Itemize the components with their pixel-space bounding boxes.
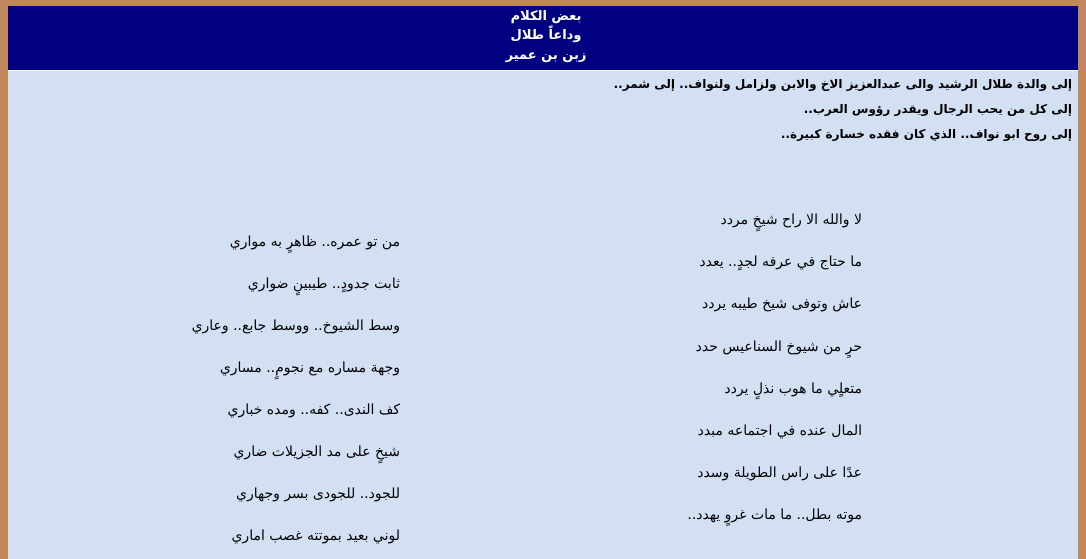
- verse-left: ثابت جدودٍ.. طيبينٍ ضواري: [247, 276, 400, 292]
- verse-right: موته بطل.. ما مات غروٍ يهدد..: [687, 507, 862, 523]
- verse-left: من تو عمره.. ظاهرٍ به مواري: [229, 234, 400, 250]
- poem-title: وداعاً طلال: [510, 28, 582, 43]
- verse-right: عاش وتوفى شيخ طيبه يردد: [702, 296, 862, 312]
- verse-right: المال عنده في اجتماعه مبدد: [697, 423, 862, 439]
- verse-left: وجهة مساره مع نجومٍ.. مساري: [219, 360, 400, 376]
- title-banner: [8, 6, 1078, 70]
- verse-right: عدًا على راس الطويلة وسدد: [697, 465, 862, 481]
- verse-left: لوني بعيد بموتته غصب اماري: [231, 528, 400, 544]
- section-title: بعض الكلام: [510, 9, 582, 24]
- verse-left: شيخٍ على مد الجزيلات ضاري: [233, 444, 400, 460]
- dedication-line: إلى كل من يحب الرجال ويقدر رؤوس العرب..: [803, 102, 1072, 116]
- verse-left: وسط الشيوخ.. ووسط جابع.. وعاري: [191, 318, 400, 334]
- author-name: زبن بن عمير: [505, 48, 587, 63]
- verse-right: ما حتاج في عرفه لجدٍ.. يعدد: [699, 254, 862, 270]
- dedication-line: إلى والدة طلال الرشيد والى عبدالعزيز الاخ والابن ولزامل ولنواف.. إلى شمر..: [613, 77, 1072, 91]
- verse-left: كف الندى.. كفه.. ومده خباري: [227, 402, 400, 418]
- header-divider: [8, 70, 1078, 71]
- page-frame: [8, 6, 1078, 559]
- dedication-line: إلى روح ابو نواف.. الذي كان فقده خسارة كبيرة..: [780, 127, 1072, 141]
- verse-right: حرٍ من شيوخ السناعيس حدد: [695, 339, 862, 355]
- verse-right: لا والله الا راح شيخٍ مردد: [720, 212, 862, 228]
- verse-left: للجود.. للجودى بسر وجهاري: [236, 486, 400, 502]
- verse-right: متعلٍي ما هوب نذلٍ يردد: [724, 381, 862, 397]
